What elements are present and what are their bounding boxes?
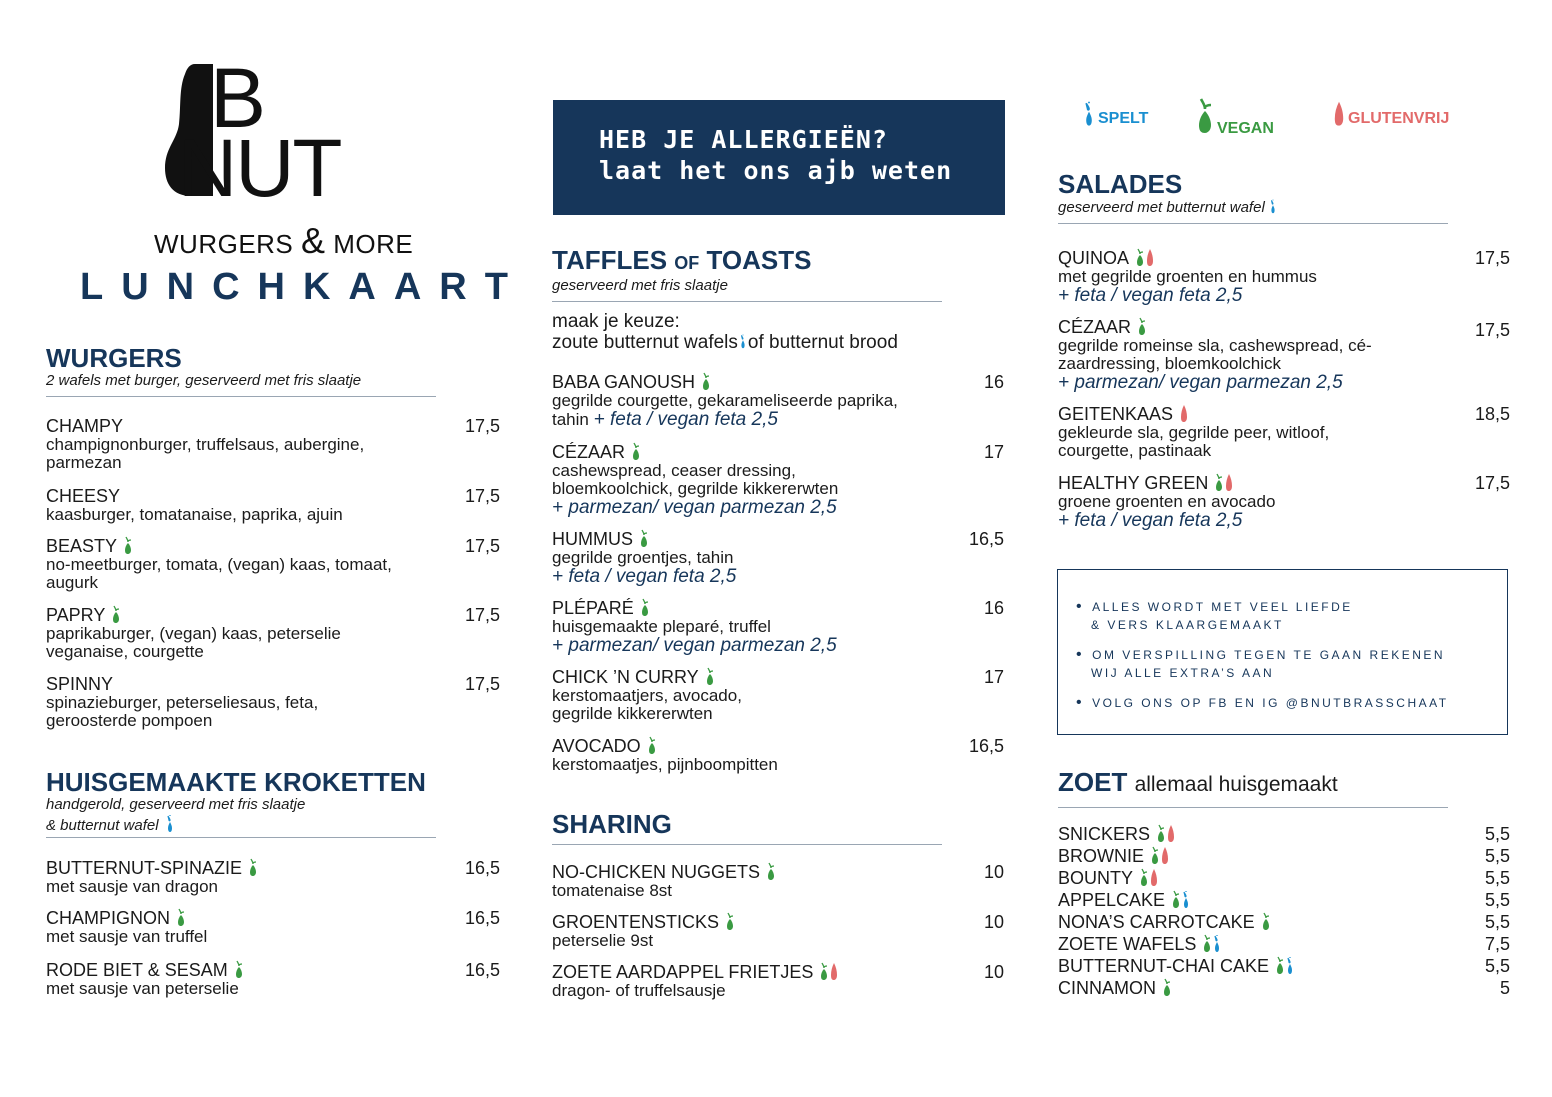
vegan-icon [1214,473,1224,493]
spelt-icon [165,814,175,835]
menu-item: CHAMPY champignonburger, truffelsaus, aubergine, parmezan 17,5 [46,416,500,472]
vegan-icon [1275,956,1285,974]
vegan-icon [819,962,829,982]
vegan-icon [1137,317,1147,337]
section-salades: SALADES geserveerd met butternut wafel QUINOA met gegrilde groenten en hummus + feta / vegan feta 2,5 17,5 CÉZAAR gegrilde romeinse sla, cashewspread, cé- zaardressing, bloemkoolchick + parmezan/ vegan parmezan 2,5 17,5 GEITENKAAS gekleurde sla, gegrilde peer, witloof, courgette, pastinaak 18,5 HEALTHY GREEN groene groenten en avocado + feta / vegan feta 2,5 17,5 [1058,169,1510,531]
menu-item: CÉZAAR cashewspread, ceaser dressing, bloemkoolchick, gegrilde kikkererwten + parmezan/ vegan parmezan 2,5 17 [552,442,1004,518]
vegan-icon [176,908,186,928]
price: 18,5 [1474,404,1510,424]
menu-item: CHEESY kaasburger, tomatanaise, paprika, ajuin 17,5 [46,486,500,524]
price: 17,5 [1474,248,1510,268]
choice-note: maak je keuze: zoute butternut wafels of butternut brood [552,311,898,353]
price: 16,5 [464,858,500,878]
vegan-icon [631,442,641,462]
list-item: BOUNTY 5,5 [1058,868,1510,888]
price: 16,5 [968,529,1004,549]
allergy-notice-line2: laat het ons ajb weten [599,156,953,185]
price: 17,5 [464,416,500,436]
list-item: SNICKERS 5,5 [1058,824,1510,844]
brand-letters-nut: NUT [178,123,341,214]
glutenvrij-icon [1145,248,1155,268]
glutenvrij-icon [829,962,839,982]
price: 17,5 [464,536,500,556]
menu-item: ZOETE AARDAPPEL FRIETJES dragon- of truffelsausje 10 [552,962,1004,1000]
divider [1058,223,1448,224]
vegan-icon [1139,868,1149,886]
glutenvrij-icon [1332,98,1346,128]
divider [46,396,436,397]
spelt-icon [1269,198,1277,217]
brand-tagline: WURGERS & MORE [154,220,414,261]
note-item: • VOLG ONS OP FB EN IG @BNUTBRASSCHAAT [1076,694,1449,712]
glutenvrij-icon [1224,473,1234,493]
glutenvrij-icon [1160,846,1170,864]
divider [46,837,436,838]
list-item: ZOETE WAFELS 7,5 [1058,934,1510,954]
list-item: BROWNIE 5,5 [1058,846,1510,866]
section-wurgers [46,343,500,730]
vegan-icon [1195,92,1215,138]
vegan-icon [1135,248,1145,268]
price: 17,5 [464,674,500,694]
section-subtitle: 2 wafels met burger, geserveerd met fris slaatje [46,372,362,389]
list-item: BUTTERNUT-CHAI CAKE 5,5 [1058,956,1510,976]
vegan-icon [123,536,133,556]
note-item: • ALLES WORDT MET VEEL LIEFDE & VERS KLAARGEMAAKT [1076,598,1449,634]
price: 16 [983,598,1004,618]
price: 17,5 [464,605,500,625]
price: 16 [983,372,1004,392]
vegan-icon [1261,912,1271,930]
vegan-icon [639,529,649,549]
vegan-icon [1150,846,1160,864]
spelt-icon [1082,98,1096,128]
menu-item: BABA GANOUSH gegrilde courgette, gekarameliseerde paprika, tahin + feta / vegan feta 2,5 16 [552,372,1004,430]
spelt-icon [1285,956,1295,974]
vegan-icon [766,862,776,882]
vegan-icon [111,605,121,625]
price: 16,5 [464,960,500,980]
vegan-icon [248,858,258,878]
section-title: HUISGEMAAKTE KROKETTEN [46,767,426,797]
vegan-icon [1171,890,1181,908]
legend-glutenvrij: GLUTENVRIJ [1332,98,1449,128]
menu-item: CHAMPIGNON met sausje van truffel 16,5 [46,908,500,946]
spelt-icon [1212,934,1222,952]
glutenvrij-icon [1166,824,1176,842]
section-title: ZOET allemaal huisgemaakt [1058,767,1338,797]
menu-item: RODE BIET & SESAM met sausje van peterselie 16,5 [46,960,500,998]
section-title: SALADES [1058,169,1183,199]
vegan-icon [647,736,657,756]
vegan-icon [701,372,711,392]
allergy-notice-line1: HEB JE ALLERGIEËN? [599,125,888,154]
menu-item: CHICK ’N CURRY kerstomaatjers, avocado, gegrilde kikkererwten 17 [552,667,1004,723]
brand-logo [150,51,450,261]
list-item: APPELCAKE 5,5 [1058,890,1510,910]
menu-item: HEALTHY GREEN groene groenten en avocado + feta / vegan feta 2,5 17,5 [1058,473,1510,531]
price: 17,5 [1474,320,1510,340]
vegan-icon [640,598,650,618]
vegan-icon [1156,824,1166,842]
menu-item: PLÉPARÉ huisgemaakte pleparé, truffel + parmezan/ vegan parmezan 2,5 16 [552,598,1004,656]
glutenvrij-icon [1179,404,1189,424]
menu-item: HUMMUS gegrilde groentjes, tahin + feta / vegan feta 2,5 16,5 [552,529,1004,587]
vegan-icon [1202,934,1212,952]
notes-box [1057,569,1508,735]
note-item: • OM VERSPILLING TEGEN TE GAAN REKENEN WIJ ALLE EXTRA’S AAN [1076,646,1449,682]
menu-item: PAPRY paprikaburger, (vegan) kaas, peterselie veganaise, courgette 17,5 [46,605,500,661]
vegan-icon [234,960,244,980]
divider [552,301,942,302]
vegan-icon [705,667,715,687]
legend-vegan: VEGAN [1195,92,1274,138]
section-title: SHARING [552,809,672,839]
glutenvrij-icon [1149,868,1159,886]
price: 17,5 [1474,473,1510,493]
price: 10 [983,962,1004,982]
menu-item: GROENTENSTICKS peterselie 9st 10 [552,912,1004,950]
menu-item: BUTTERNUT-SPINAZIE met sausje van dragon 16,5 [46,858,500,896]
menu-item: GEITENKAAS gekleurde sla, gegrilde peer, witloof, courgette, pastinaak 18,5 [1058,404,1510,460]
menu-item: AVOCADO kerstomaatjes, pijnboompitten 16,5 [552,736,1004,774]
list-item: NONA’S CARROTCAKE 5,5 [1058,912,1510,932]
menu-item: QUINOA met gegrilde groenten en hummus + feta / vegan feta 2,5 17,5 [1058,248,1510,306]
section-title: WURGERS [46,343,182,373]
spelt-icon [739,332,747,353]
price: 17,5 [464,486,500,506]
price: 17 [983,442,1004,462]
price: 10 [983,862,1004,882]
menu-title: LUNCHKAART [80,266,526,308]
legend-spelt: SPELT [1082,98,1148,128]
list-item: CINNAMON 5 [1058,978,1510,998]
section-title: TAFFLES OF TOASTS [552,245,812,275]
price: 16,5 [464,908,500,928]
section-sharing [552,809,1004,1000]
section-kroketten: HUISGEMAAKTE KROKETTEN handgerold, geserveerd met fris slaatje & butternut wafel BUTTERNUT-SPINAZIE met sausje van dragon 16,5 CHAMPIGNON met sausje van truffel 16,5 RODE BIET & SESAM met sausje van peterselie 16,5 [46,767,500,998]
allergy-notice [553,100,1005,215]
price: 10 [983,912,1004,932]
menu-item: NO-CHICKEN NUGGETS tomatenaise 8st 10 [552,862,1004,900]
vegan-icon [725,912,735,932]
brand-letter-b: B [210,51,267,145]
section-zoet [1058,767,1510,998]
divider [552,844,942,845]
section-taffles: TAFFLES OF TOASTS geserveerd met fris slaatje maak je keuze: zoute butternut wafels of butternut brood BABA GANOUSH gegrilde courgette, gekarameliseerde paprika, tahin + feta / vegan feta 2,5 16 CÉZAAR cashewspread, ceaser dressing, bloemkoolchick, gegrilde kikkererwten + parmezan/ vegan parmezan 2,5 17 HUMMUS gegrilde groentjes, tahin + feta / vegan feta 2,5 16,5 PLÉPARÉ huisgemaakte pleparé, truffel + parmezan/ vegan parmezan 2,5 16 CHICK ’N CURRY kerstomaatjers, avocado, gegrilde kikkererwten 17 AVOCADO kerstomaatjes, pijnboompitten 16,5 [552,245,1004,774]
divider [1058,807,1448,808]
vegan-icon [1162,978,1172,996]
spelt-icon [1181,890,1191,908]
menu-item: SPINNY spinazieburger, peterseliesaus, feta, geroosterde pompoen 17,5 [46,674,500,730]
menu-item: CÉZAAR gegrilde romeinse sla, cashewspread, cé- zaardressing, bloemkoolchick + parmezan/ vegan parmezan 2,5 17,5 [1058,317,1510,393]
price: 17 [983,667,1004,687]
menu-item: BEASTY no-meetburger, tomata, (vegan) kaas, tomaat, augurk 17,5 [46,536,500,592]
price: 16,5 [968,736,1004,756]
